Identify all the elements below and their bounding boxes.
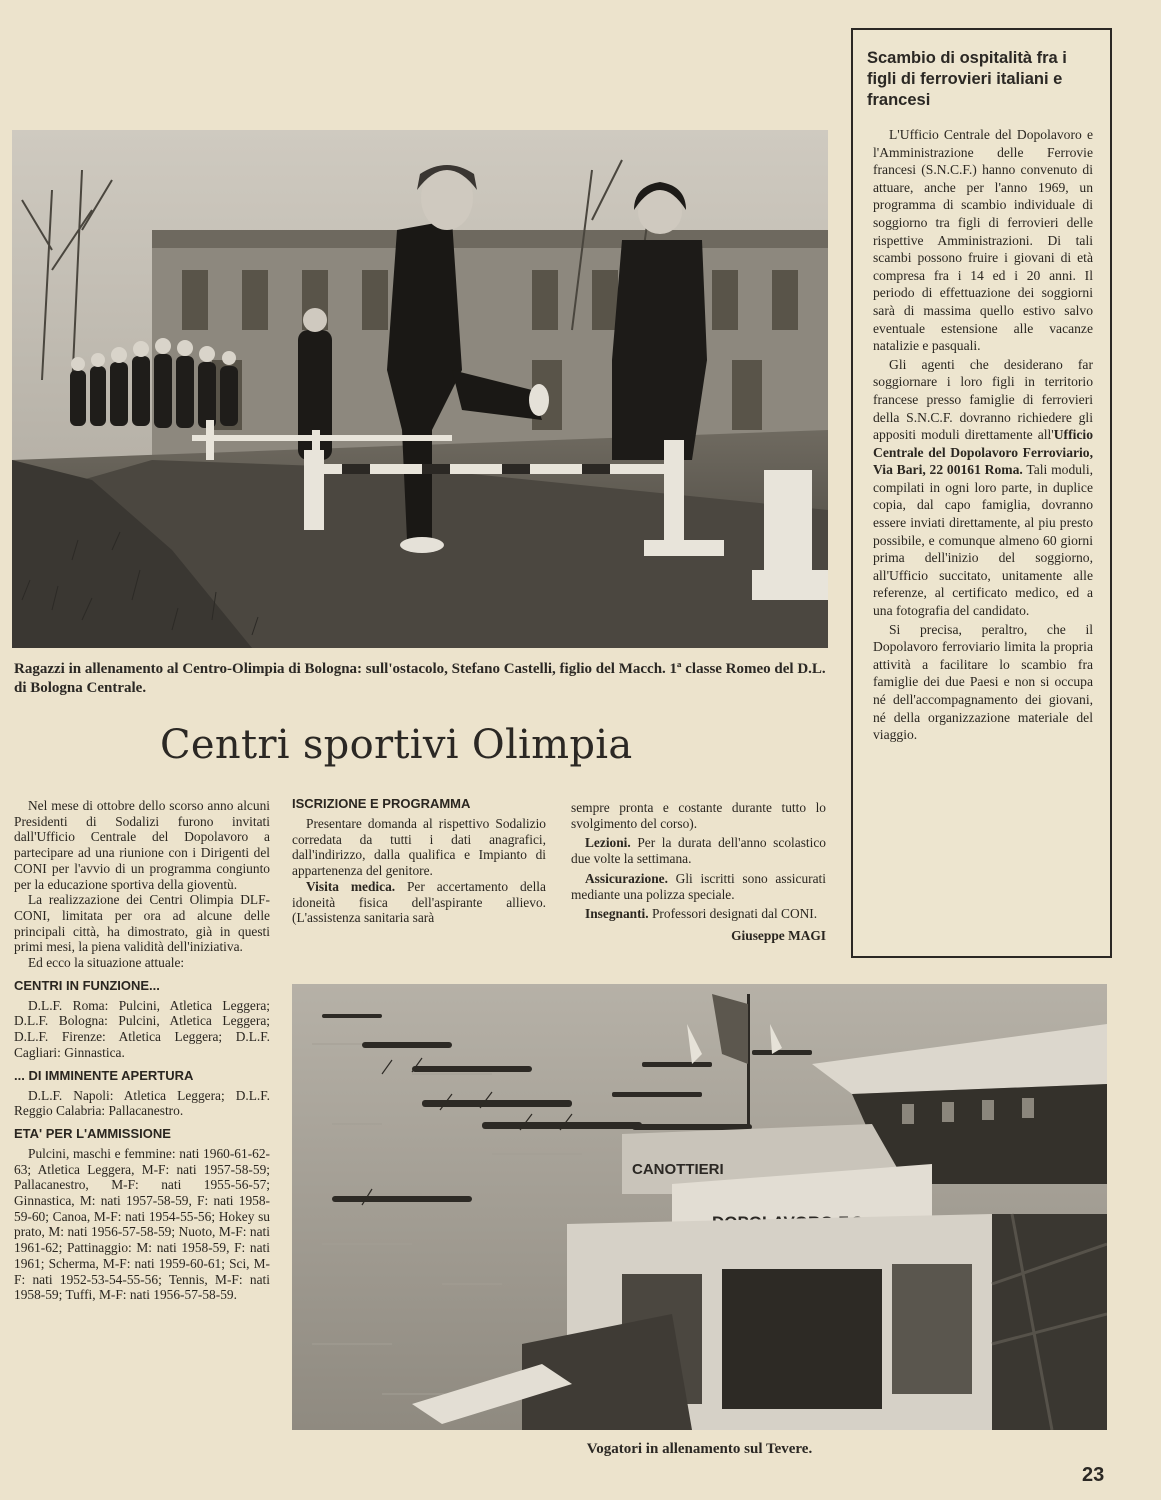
col1-subhead-centri: CENTRI IN FUNZIONE... [14,977,160,993]
col3-paragraph-1 [571,835,826,866]
top-photo [12,130,828,648]
col1-paragraph-1: Nel mese di ottobre dello scorso anno alcuni Presidenti di Sodalizi furono invitati dall'Ufficio Centrale del Dopolavoro a partecipare ad una riunione con i Dirigenti del CONI per l'avvio di un programma congiunto per la educazione sportiva della gioventù. [14,798,270,892]
sidebar-p2-text-b: Tali moduli, compilati in ogni loro parte, in duplice copia, dal capo famiglia, dovranno essere inviati direttamente, al piu presto possibile, e comunque almeno 60 giorni prima dell'inizio del soggiorno, all'Ufficio succitato, unitamente alle referenze, al certificato medico, ed a una fotografia del candidato. [873,462,1093,619]
col2-runhead-visita: Visita medica. [306,878,396,894]
bottom-photo-caption: Vogatori in allenamento sul Tevere. [586,1441,813,1457]
col2-subhead-iscrizione: ISCRIZIONE E PROGRAMMA [292,796,471,811]
col3-runhead-lezioni: Lezioni. [585,835,631,851]
article-headline: Centri sportivi Olimpia [160,722,633,768]
col1-paragraph-4: D.L.F. Roma: Pulcini, Atletica Leggera; D.L.F. Bologna: Pulcini, Atletica Leggera; D.L.F. Firenze: Atletica Leggera; D.L.F. Cagliari: Ginnastica. [14,997,270,1060]
col1-paragraph-3: Ed ecco la situazione attuale: [28,955,185,971]
col3-paragraph-3 [571,906,826,922]
boathouse-sign-1: CANOTTIERI [632,1161,724,1178]
article-column-2 [292,796,546,926]
top-photo-caption: Ragazzi in allenamento al Centro-Olimpia di Bologna: sull'ostacolo, Stefano Castelli, figlio del Macch. 1ª classe Romeo del D.L. di Bologna Centrale. [14,661,826,696]
article-author: Giuseppe MAGI [731,927,826,943]
col3-p2-text: Gli iscritti sono assicurati mediante una polizza speciale. [571,870,826,902]
col3-runhead-assicurazione: Assicurazione. [585,870,668,886]
col1-subhead-eta: ETA' PER L'AMMISSIONE [14,1125,171,1141]
sidebar-title: Scambio di ospitalità fra i figli di ferrovieri italiani e francesi [867,49,1067,109]
col1-paragraph-6: Pulcini, maschi e femmine: nati 1960-61-62-63; Atletica Leggera, M-F: nati 1957-58-59; Pallacanestro, M-F: nati 1955-56-57; Ginnastica, M: nati 1957-58-59, F: nati 1958-59-60; Canoa, M-F: nati 1954-55-56; Hokey su prato, M: nati 1956-57-58-59; Nuoto, M-F: nati 1961-62; Pattinaggio: M: nati 1958-59, F: nati 1961; Scherma, M-F: nati 1959-60-61; Sci, M-F: nati 1952-53-54-55-56; Tennis, M-F: nati 1958-59; Tuffi, M-F: nati 1956-57-58-59. [14,1145,270,1303]
col2-paragraph-1: Presentare domanda al rispettivo Sodalizio corredata da tutti i dati anagrafici, dall'indirizzo, dalla qualifica e Impianto di appartenenza del genitore. [292,816,546,879]
sidebar-box [851,28,1112,958]
sidebar-paragraph-2 [873,356,1093,620]
col3-paragraph-0: sempre pronta e costante durante tutto lo svolgimento del corso). [571,800,826,831]
rowing-photo-graphic [292,984,1107,1430]
article-column-1 [14,798,270,1303]
sidebar-p2-text-a: Gli agenti che desiderano far soggiornare i loro figli in territorio francese presso famiglie di ferrovieri della S.N.C.F. dovranno richiedere gli appositi moduli direttamente all' [873,356,1093,443]
sidebar-paragraph-3: Si precisa, peraltro, che il Dopolavoro ferroviario limita la propria attività a facilitare lo scambio fra famiglie dei due Paesi e non si occupa né dell'accompagnamento dei giovani, né della organizzazione materiale del viaggio. [873,621,1093,743]
col3-paragraph-2 [571,871,826,902]
article-column-3 [571,800,826,944]
sidebar-p2-address: Ufficio Centrale del Dopolavoro Ferroviario, Via Bari, 22 00161 Roma. [873,427,1093,478]
sidebar-body [873,126,1093,744]
col2-p2-text: Per accertamento della idoneità fisica dell'aspirante allievo. (L'assistenza sanitaria sarà [292,878,546,926]
bottom-photo [292,984,1107,1430]
col3-p1-text: Per la durata dell'anno scolastico due volte la settimana. [571,835,826,867]
sidebar-paragraph-1: L'Ufficio Centrale del Dopolavoro e l'Amministrazione delle Ferrovie francesi (S.N.C.F.) hanno convenuto di attuare, anche per l'anno 1969, un programma di scambio individuale di soggiorno tra figli di ferrovieri delle rispettive Amministrazioni. Di tali scambi possono fruire i giovani di età compresa fra i 14 ed i 20 anni. Il periodo di effettuazione dei soggiorni sarà di massima quello estivo salvo eventuale estensione alle vacanze natalizie e pasquali. [873,127,1093,354]
col2-paragraph-2 [292,879,546,926]
col1-paragraph-5: D.L.F. Napoli: Atletica Leggera; D.L.F. Reggio Calabria: Pallacanestro. [14,1087,270,1119]
col3-runhead-insegnanti: Insegnanti. [585,906,649,922]
col1-subhead-apertura: ... DI IMMINENTE APERTURA [14,1067,194,1083]
training-photo-graphic [12,130,828,648]
page-number: 23 [1082,1464,1105,1486]
col3-p3-text: Professori designati dal CONI. [648,906,818,922]
col1-paragraph-2: La realizzazione dei Centri Olimpia DLF-CONI, limitata per ora ad alcune delle principali città, ha dimostrato, già in questi primi mesi, la piena validità dell'iniziativa. [14,892,270,955]
